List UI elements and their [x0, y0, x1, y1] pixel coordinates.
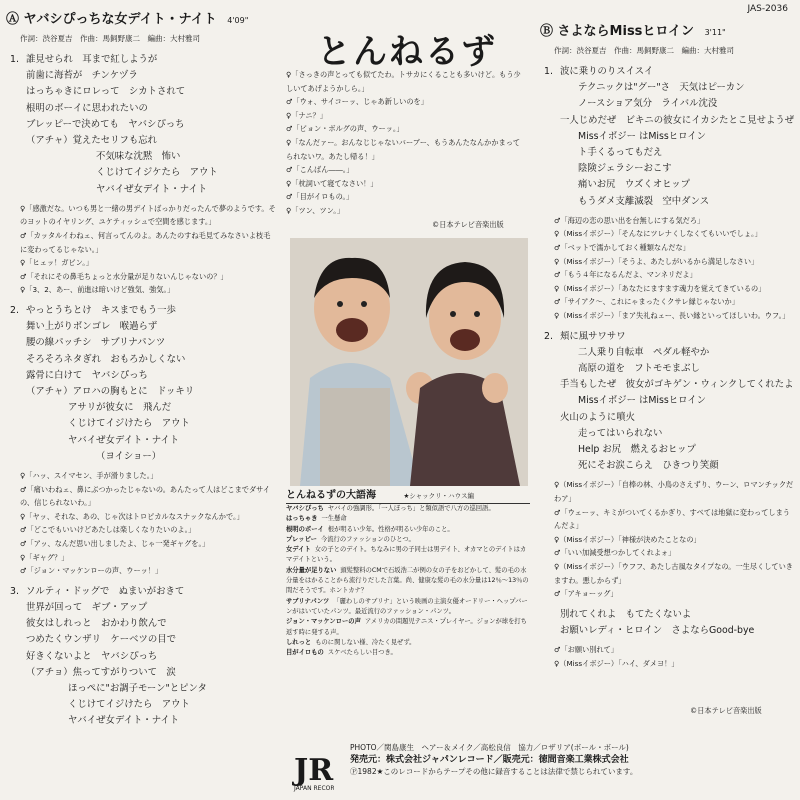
dialogue-line: ♂「サイアク～、これにゃまったくクサレ縁じゃないか」 [554, 297, 739, 307]
dialogue-block [20, 202, 276, 297]
side-a-column [6, 0, 276, 730]
copyright-right: ©日本テレビ音楽出版 [690, 706, 762, 715]
glossary-term: ヤバシぴっち [286, 505, 324, 512]
dialogue-line: ♂「いい加減受想つかしてくれよォ」 [554, 548, 676, 558]
glossary-term: 女デイト [286, 546, 311, 554]
dialogue-line: ♂「アキョーッグ」 [554, 589, 618, 599]
glossary-term: プレッピー [286, 535, 317, 543]
dialogue-line: ♀（Missイボジー）「神様が決めたことなの」 [554, 534, 701, 544]
lyric-line: 手当もしたぜ 彼女がゴキゲン・ウィンクしてくれたよ [560, 379, 794, 391]
lyric-line: 火山のように噴火 [560, 411, 636, 423]
dialogue-block [554, 478, 796, 600]
side-b-header [540, 20, 796, 39]
lyric-line: つめたくウンザリ ケーベツの目で [26, 634, 177, 646]
side-a-header [6, 8, 276, 27]
lyric-line: そろそろネタぎれ おもろかしくない [26, 353, 186, 365]
dialogue-line: ♀「ヒェッ！ガビン。」 [20, 258, 93, 268]
duo-photo [290, 238, 528, 486]
glossary-term: ジョン・マッケンローの声 [286, 618, 361, 626]
dialogue-line: ♂「もう４年になるんだよ、マンネリだよ」 [554, 270, 697, 280]
dialogue-line: ♀（Missイボジー）「そうよ、あたしがいるから満足しなさい」 [554, 256, 759, 266]
dialogue-line: ♂「ウォ、サイコーッ、じゃあ新しいのを」 [286, 97, 428, 107]
glossary-term: 水分量が足りない [286, 566, 337, 574]
verse-2 [10, 303, 276, 465]
lyric-line: ヤバイぜ女デイト・ナイト [68, 434, 180, 446]
glossary-editor: ★シャックリ・ハウス編 [403, 492, 474, 500]
dialogue-line: ♀（Missイボジー）「まア失礼ねェー、長い縁といってほしいわ。ウフ。」 [554, 310, 790, 320]
lyric-line: 二人乗り自転車 ペダル軽やか [578, 346, 710, 358]
lyric-line: もうダメ支離滅裂 空中ダンス [578, 195, 710, 207]
glossary-entry [286, 545, 530, 566]
dialogue-line: ♂「ベットで濡かしておく種類なんだな」 [554, 243, 690, 253]
glossary-entry [286, 617, 530, 638]
dialogue-line: ♀（Missイボジー）「そんなにツレナくしなくてもいいでしょ。」 [554, 229, 762, 239]
lyric-line: お願いレディ・ヒロイン さよならGood-bye [560, 624, 755, 636]
lyric-line: ト手くるってもだえ [578, 147, 663, 159]
lyric-line: 陰険ジェラシーおこす [578, 163, 672, 175]
dialogue-line: ♀「感激だな。いつも男と一緒の男デイトばっかりだったんで夢のようです。そのヨットのイヤリング、ユケティッシュで空間を感じます。」 [20, 203, 276, 227]
glossary-list [286, 504, 530, 658]
dialogue-line: ♂「どこでもいいけどあたしは楽しくなりたいのよ。」 [20, 525, 196, 535]
lyric-line: テクニックは"グー"さ 天気はピーカン [578, 82, 745, 94]
dialogue-block [554, 643, 796, 670]
lyric-line: 露骨に白けて ヤバシぴっち [26, 369, 148, 381]
lyric-line: （アチャ）覚えたセリフも忘れ [26, 135, 157, 147]
dialogue-block [20, 469, 276, 578]
logo-text: JAPAN RECOR [294, 785, 334, 792]
dialogue-line: ♂「ウェーッ、キミがついてくるかぎり、すべては地獄に変わってしまうんだよ」 [554, 507, 790, 531]
duo-photo-illustration [290, 238, 528, 486]
verse-number: 2. [544, 330, 553, 342]
glossary-entry [286, 648, 530, 658]
lyric-line: ブレッピーで決めても ヤバシぴっち [26, 118, 185, 130]
lyric-line: 前歯に海苔が チンケヅラ [26, 70, 138, 82]
lyric-line: アサリが彼女に 飛んだ [68, 402, 172, 414]
lyric-line [544, 329, 796, 345]
lyric-line: ヤバイぜ女デイト・ナイト [96, 183, 208, 195]
lyric-line: くじけてイジけたら アウト [68, 418, 190, 430]
dialogue-line: ♀（Missイボジー）「ウフフ、あたし古風なタイプなの。一生尽くしていきますわ。悪しからず」 [554, 561, 793, 585]
dialogue-line: ♀（Missイボジー）「ハイ、ダメヨ！」 [554, 658, 679, 668]
catalog-number: JAS-2036 [747, 4, 788, 14]
glossary-entry [286, 525, 530, 535]
lyric-line: （ヨイショー） [96, 450, 162, 462]
lyric-line: くじけてイジケたら アウト [96, 167, 218, 179]
glossary-entry [286, 514, 530, 524]
dialogue-line: ♀「ハッ、スイマセン、手が滑りました。」 [20, 471, 158, 481]
glossary-entry [286, 535, 530, 545]
footer [350, 742, 790, 778]
glossary-entry [286, 638, 530, 648]
verse-number: 1. [10, 54, 19, 65]
lyric-line: （アチョ）焦ってすがりついて 涙 [26, 666, 176, 678]
dialogue-line: ♀「ヤッ、それな、あの、じゃ次はトロピカルなスナックなんかで。」 [20, 511, 244, 521]
dialogue-line: ♀「ナニ？」 [286, 110, 327, 120]
artist-title: とんねるず [317, 32, 497, 72]
glossary-term: はっちゃき [286, 515, 318, 523]
lyric-line: 高原の道を フトモモまぶし [578, 362, 700, 374]
lyric-line: （アチャ）アロハの胸もとに ドッキリ [26, 386, 195, 397]
lyric-text: 頬に風サワサワ [560, 330, 626, 342]
dialogue-line: ♂「海辺の恋の思い出を台無しにする気だろ」 [554, 215, 705, 225]
lyric-line: 痛いお尻 ウズくオヒップ [578, 179, 690, 191]
lyric-line: ほっぺに"お調子モーン"とピンタ [68, 682, 207, 694]
side-a-length: 4'09" [227, 16, 249, 25]
lyric-line: 不気味な沈黙 怖い [96, 151, 181, 163]
glossary-term: 根明のボーイ [286, 525, 324, 533]
glossary-definition: 「麗わしのサブリナ」という映画の主演女優オードリー・ヘップバーンがはいていたパンツ。最近流行のファッション・パンツ。 [286, 597, 528, 615]
dialogue-line: ♂「こんばん――。」 [286, 165, 354, 175]
lyric-line: はっちゃきにロレって シカトされて [26, 86, 186, 98]
record-logo-icon [292, 748, 334, 792]
dialogue-line: ♂「カッタルイわねェ、何言ってんのよ。あんたのすね毛見てみなさいよ枝毛に変わってるじゃない。」 [20, 231, 271, 254]
glossary-definition: ヤバイの強調形。「一人ぼっち」と類似語で八方の巡回語。 [327, 505, 495, 512]
side-b-length: 3'11" [704, 28, 726, 37]
side-b-column [540, 0, 796, 676]
lyric-line [10, 303, 276, 319]
glossary-definition: 一生懸命 [321, 515, 347, 523]
verse-number: 1. [544, 66, 553, 77]
lyric-line: 走ってはいられない [578, 427, 663, 439]
dialogue-line: ♀「さっきの声とっても似てたわ。トサカにくることも多いけど。もう少しいてあげようかしら。」 [286, 70, 521, 93]
dialogue-line: ♀「枕詞いて寝てなさい！」 [286, 178, 378, 188]
lyric-line: ヤバイぜ女デイト・ナイト [68, 715, 180, 727]
dialogue-line: ♀「3、2、あー、前進は暗いけど強気、強気。」 [20, 285, 175, 295]
dialogue-line: ♀（Missイボジー）「自棒の林、小鳥のさえずり、ウーン、ロマンチックだわア」 [554, 480, 794, 503]
dialogue-line: ♀「ギャグ？」 [20, 552, 69, 562]
dialogue-line: ♂「痛いわねェ、鼻にぶつかったじゃないの。あんたって人はどこまでダサイの、信じられないわ。」 [20, 484, 271, 508]
dialogue-line: ♂「お願い別れて」 [554, 645, 618, 655]
glossary-entry [286, 597, 530, 618]
lyric-line: 一人じめだぜ ビキニの彼女にイカシたとこ見せようぜ [560, 114, 795, 126]
lyric-line: 死にそお涙こらえ ひきつり笑顔 [578, 460, 719, 472]
ending-lines [544, 607, 796, 639]
verse-1 [10, 52, 276, 198]
svg-text:JR: JR [294, 753, 334, 788]
lyric-line: 腰の線パッチシ サブリナパンツ [26, 337, 166, 349]
copyright-notice: Ⓟ1982★このレコードからテープその他に録音することは法律で禁じられています。 [350, 767, 638, 776]
glossary-entry [286, 566, 530, 597]
glossary-entry [286, 504, 530, 514]
side-a-song-title: ヤバシぴっちな女デイト・ナイト [23, 12, 217, 27]
lyric-line: 舞い上がりボンゴレ 喉過らず [26, 321, 158, 333]
dialogue-line: ♀「なんだァー。おんなじじゃないバーブー、もうあんたなんかかまってられないワ。あたし帰る！」 [286, 137, 521, 161]
lyric-line [544, 64, 796, 80]
lyric-line [10, 584, 276, 600]
japan-record-logo [292, 748, 334, 792]
verse-3 [10, 584, 276, 730]
dialogue-block [554, 214, 796, 323]
lyric-line: 根明のボーイに思われたいの [26, 102, 148, 114]
lyric-text: やっとうちとけ キスまでもう一歩 [26, 304, 176, 316]
side-b-song-title: さよならMissヒロイン [557, 24, 695, 39]
glossary-definition: ものに関しない様、冷たく見ぜず。 [315, 638, 416, 646]
glossary-header [286, 486, 530, 504]
lyric-line: ノースショア気分 ライバル沈没 [578, 98, 718, 110]
lyric-text: 波に乗りのりスイスイ [560, 66, 654, 77]
glossary-definition: アメリカの問題児テニス・プレイヤー。ジョンが球を打ち返す時に発する声。 [286, 618, 527, 636]
side-a-mark: Ⓐ [6, 12, 20, 27]
lyric-line: 世界が回って ギブ・アップ [26, 601, 148, 613]
verse-number: 2. [10, 304, 19, 316]
lyric-text: ソルティ・ドッグで ぬまいがおきて [26, 585, 185, 597]
lyric-line: 別れてくれよ もてたくないよ [560, 608, 692, 620]
lyric-line: Missイボジー はMissヒロイン [578, 395, 706, 407]
glossary-definition: 頭髪整料のCMで石坂浩二が例の女の子をおどかして、髪の毛の水分量をはかることから流行りだした言葉。尚、健康な髪の毛の水分量は12％～13％の間だそうです。ホントカナ？ [286, 566, 529, 595]
lyric-line: Missイボジー はMissヒロイン [578, 130, 706, 142]
lyric-text: 誰見せられ 耳まで紅しようが [26, 54, 158, 65]
dialogue-line: ♀（Missイボジー）「あなたにますます魂力を覚えてきているの」 [554, 283, 766, 293]
glossary-term: しれっと [286, 638, 312, 646]
side-b-credits: 作詞：渋谷夏吉 作曲：馬飼野康二 編曲：大村雅司 [554, 46, 734, 55]
lyric-line [10, 52, 276, 68]
side-a-credits: 作詞：渋谷夏吉 作曲：馬飼野康二 編曲：大村雅司 [20, 34, 200, 43]
dialogue-line: ♂「それにその鼻毛ちょっと水分量が足りないんじゃないの？」 [20, 271, 228, 281]
dialogue-line: ♂「目がイロもの。」 [286, 192, 354, 202]
middle-dialogue [286, 68, 526, 218]
dialogue-line: ♂「ビョン・ボルグの声、ウーッ。」 [286, 124, 404, 134]
glossary-term: サブリナパンツ [286, 597, 330, 605]
lyric-line: 彼女はしれっと おかわり飲んで [26, 618, 167, 630]
copyright-middle: ©日本テレビ音楽出版 [432, 220, 504, 229]
verse-number: 3. [10, 585, 19, 597]
lyric-line: Help お尻 燃えるおヒップ [578, 444, 696, 455]
glossary-definition: 女の子とのデイト。ちなみに男の子同士は男デイト、オカマとのデイトはカマデイトという。 [286, 546, 527, 564]
dialogue-line: ♂「ジョン・マッケンローの声、ウーッ！」 [20, 566, 163, 576]
lyric-line: くじけてイジけたら アウト [68, 699, 190, 711]
dialogue-line: ♀「ツン、ツン。」 [286, 205, 345, 215]
glossary-definition: 今流行のファッションのひとつ。 [320, 535, 415, 543]
glossary-section [286, 486, 530, 658]
glossary-title: とんねるずの大語海 [286, 490, 376, 501]
dialogue-line: ♂「アッ、なんだ思い出しましたよ、じゃ一発ギャグを。」 [20, 538, 210, 548]
glossary-definition: スケベたらしい目つき。 [327, 649, 397, 657]
photo-credit: PHOTO／関島康生 ヘアー＆メイク／高松良信 協力／ロザリア(ボール・ボール) [350, 743, 629, 752]
side-b-mark: Ⓑ [540, 24, 554, 39]
sales-info: 発売元：株式会社ジャパンレコード／販売元：徳間音楽工業株式会社 [350, 755, 629, 765]
verse-2 [544, 329, 796, 475]
glossary-term: 目がイロもの [286, 649, 324, 657]
verse-1 [544, 64, 796, 210]
glossary-definition: 根が明るい少年。性格が明るい少年のこと。 [327, 525, 454, 533]
lyric-line: 好きくないよと ヤバシぴっち [26, 650, 158, 662]
